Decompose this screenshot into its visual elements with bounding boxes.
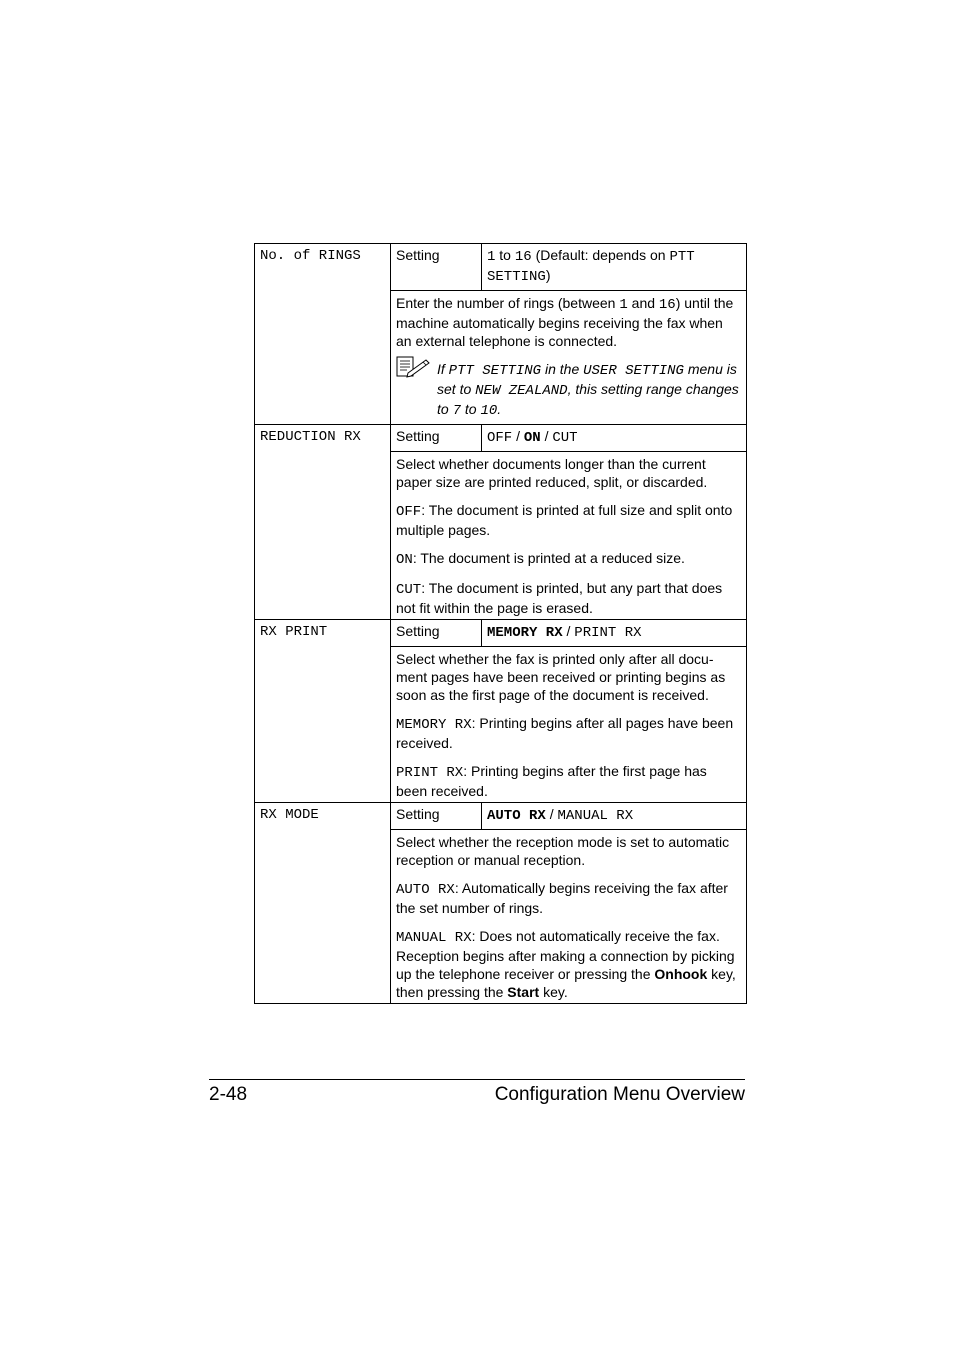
menu-item-cell xyxy=(255,425,391,620)
menu-item-name: No. of RINGS xyxy=(260,248,361,264)
setting-label-cell xyxy=(391,620,482,647)
description-paragraph: OFF: The document is printed at full size and split onto multiple pages. xyxy=(396,502,733,538)
footer-rule xyxy=(209,1079,745,1080)
description-cell xyxy=(391,452,747,620)
description-paragraph: Select whether the fax is printed only after all docu-ment pages have been received or printing begins as soon as the first page of the document is received. xyxy=(396,651,726,703)
setting-value: AUTO RX / MANUAL RX xyxy=(487,806,634,824)
page-number: 2-48 xyxy=(209,1084,248,1105)
setting-value: 1 to 16 (Default: depends on PTT SETTING) xyxy=(487,247,695,285)
description-paragraph: PRINT RX: Printing begins after the first page has been received. xyxy=(396,763,707,799)
setting-label-cell xyxy=(391,425,482,452)
description-paragraph: CUT: The document is printed, but any part that does not fit within the page is erased. xyxy=(396,580,723,616)
description-cell xyxy=(391,830,747,1004)
menu-item-cell xyxy=(255,244,391,425)
table-row xyxy=(255,803,747,830)
setting-label-cell xyxy=(391,244,482,291)
table-row xyxy=(255,620,747,647)
note: If PTT SETTING in the USER SETTING menu is set to NEW ZEALAND, this setting range changes to 7 to 10. xyxy=(396,360,741,420)
description-paragraph: Enter the number of rings (between 1 and 16) until the machine automatically begins receiving the fax when an external telephone is connected. xyxy=(396,295,734,349)
setting-label: Setting xyxy=(396,428,440,444)
description xyxy=(391,830,746,1003)
menu-item-name: RX PRINT xyxy=(260,624,328,640)
table-row xyxy=(255,244,747,291)
description xyxy=(391,291,746,424)
setting-value: MEMORY RX / PRINT RX xyxy=(487,623,642,641)
description-paragraph: Select whether documents longer than the current paper size are printed reduced, split, or discarded. xyxy=(396,456,708,490)
table-row xyxy=(255,425,747,452)
setting-label: Setting xyxy=(396,806,440,822)
menu-item-cell xyxy=(255,620,391,803)
description-paragraph: ON: The document is printed at a reduced size. xyxy=(396,550,685,568)
configuration-menu-table xyxy=(254,243,747,1004)
description-paragraph: AUTO RX: Automatically begins receiving the fax after the set number of rings. xyxy=(396,880,728,916)
setting-value-cell xyxy=(482,803,747,830)
description-paragraph: Select whether the reception mode is set to automatic reception or manual reception. xyxy=(396,834,730,868)
setting-value-cell xyxy=(482,425,747,452)
description-paragraph: MEMORY RX: Printing begins after all pages have been received. xyxy=(396,715,734,751)
menu-item-name: REDUCTION RX xyxy=(260,429,361,445)
section-title: Configuration Menu Overview xyxy=(494,1084,745,1105)
setting-value-cell xyxy=(482,244,747,291)
description xyxy=(391,452,746,619)
setting-label: Setting xyxy=(396,623,440,639)
menu-item-cell xyxy=(255,803,391,1004)
setting-value-cell xyxy=(482,620,747,647)
note-pencil-icon xyxy=(396,356,430,378)
setting-label-cell xyxy=(391,803,482,830)
menu-item-name: RX MODE xyxy=(260,807,319,823)
description-paragraph: MANUAL RX: Does not automatically receive the fax. Reception begins after making a connection by picking up the telephone receiver or pressing the Onhook key, then pressing the Start key. xyxy=(396,928,736,1000)
description-cell xyxy=(391,647,747,803)
description xyxy=(391,647,746,802)
setting-label: Setting xyxy=(396,247,440,263)
description-cell xyxy=(391,291,747,425)
setting-value: OFF / ON / CUT xyxy=(487,428,578,446)
